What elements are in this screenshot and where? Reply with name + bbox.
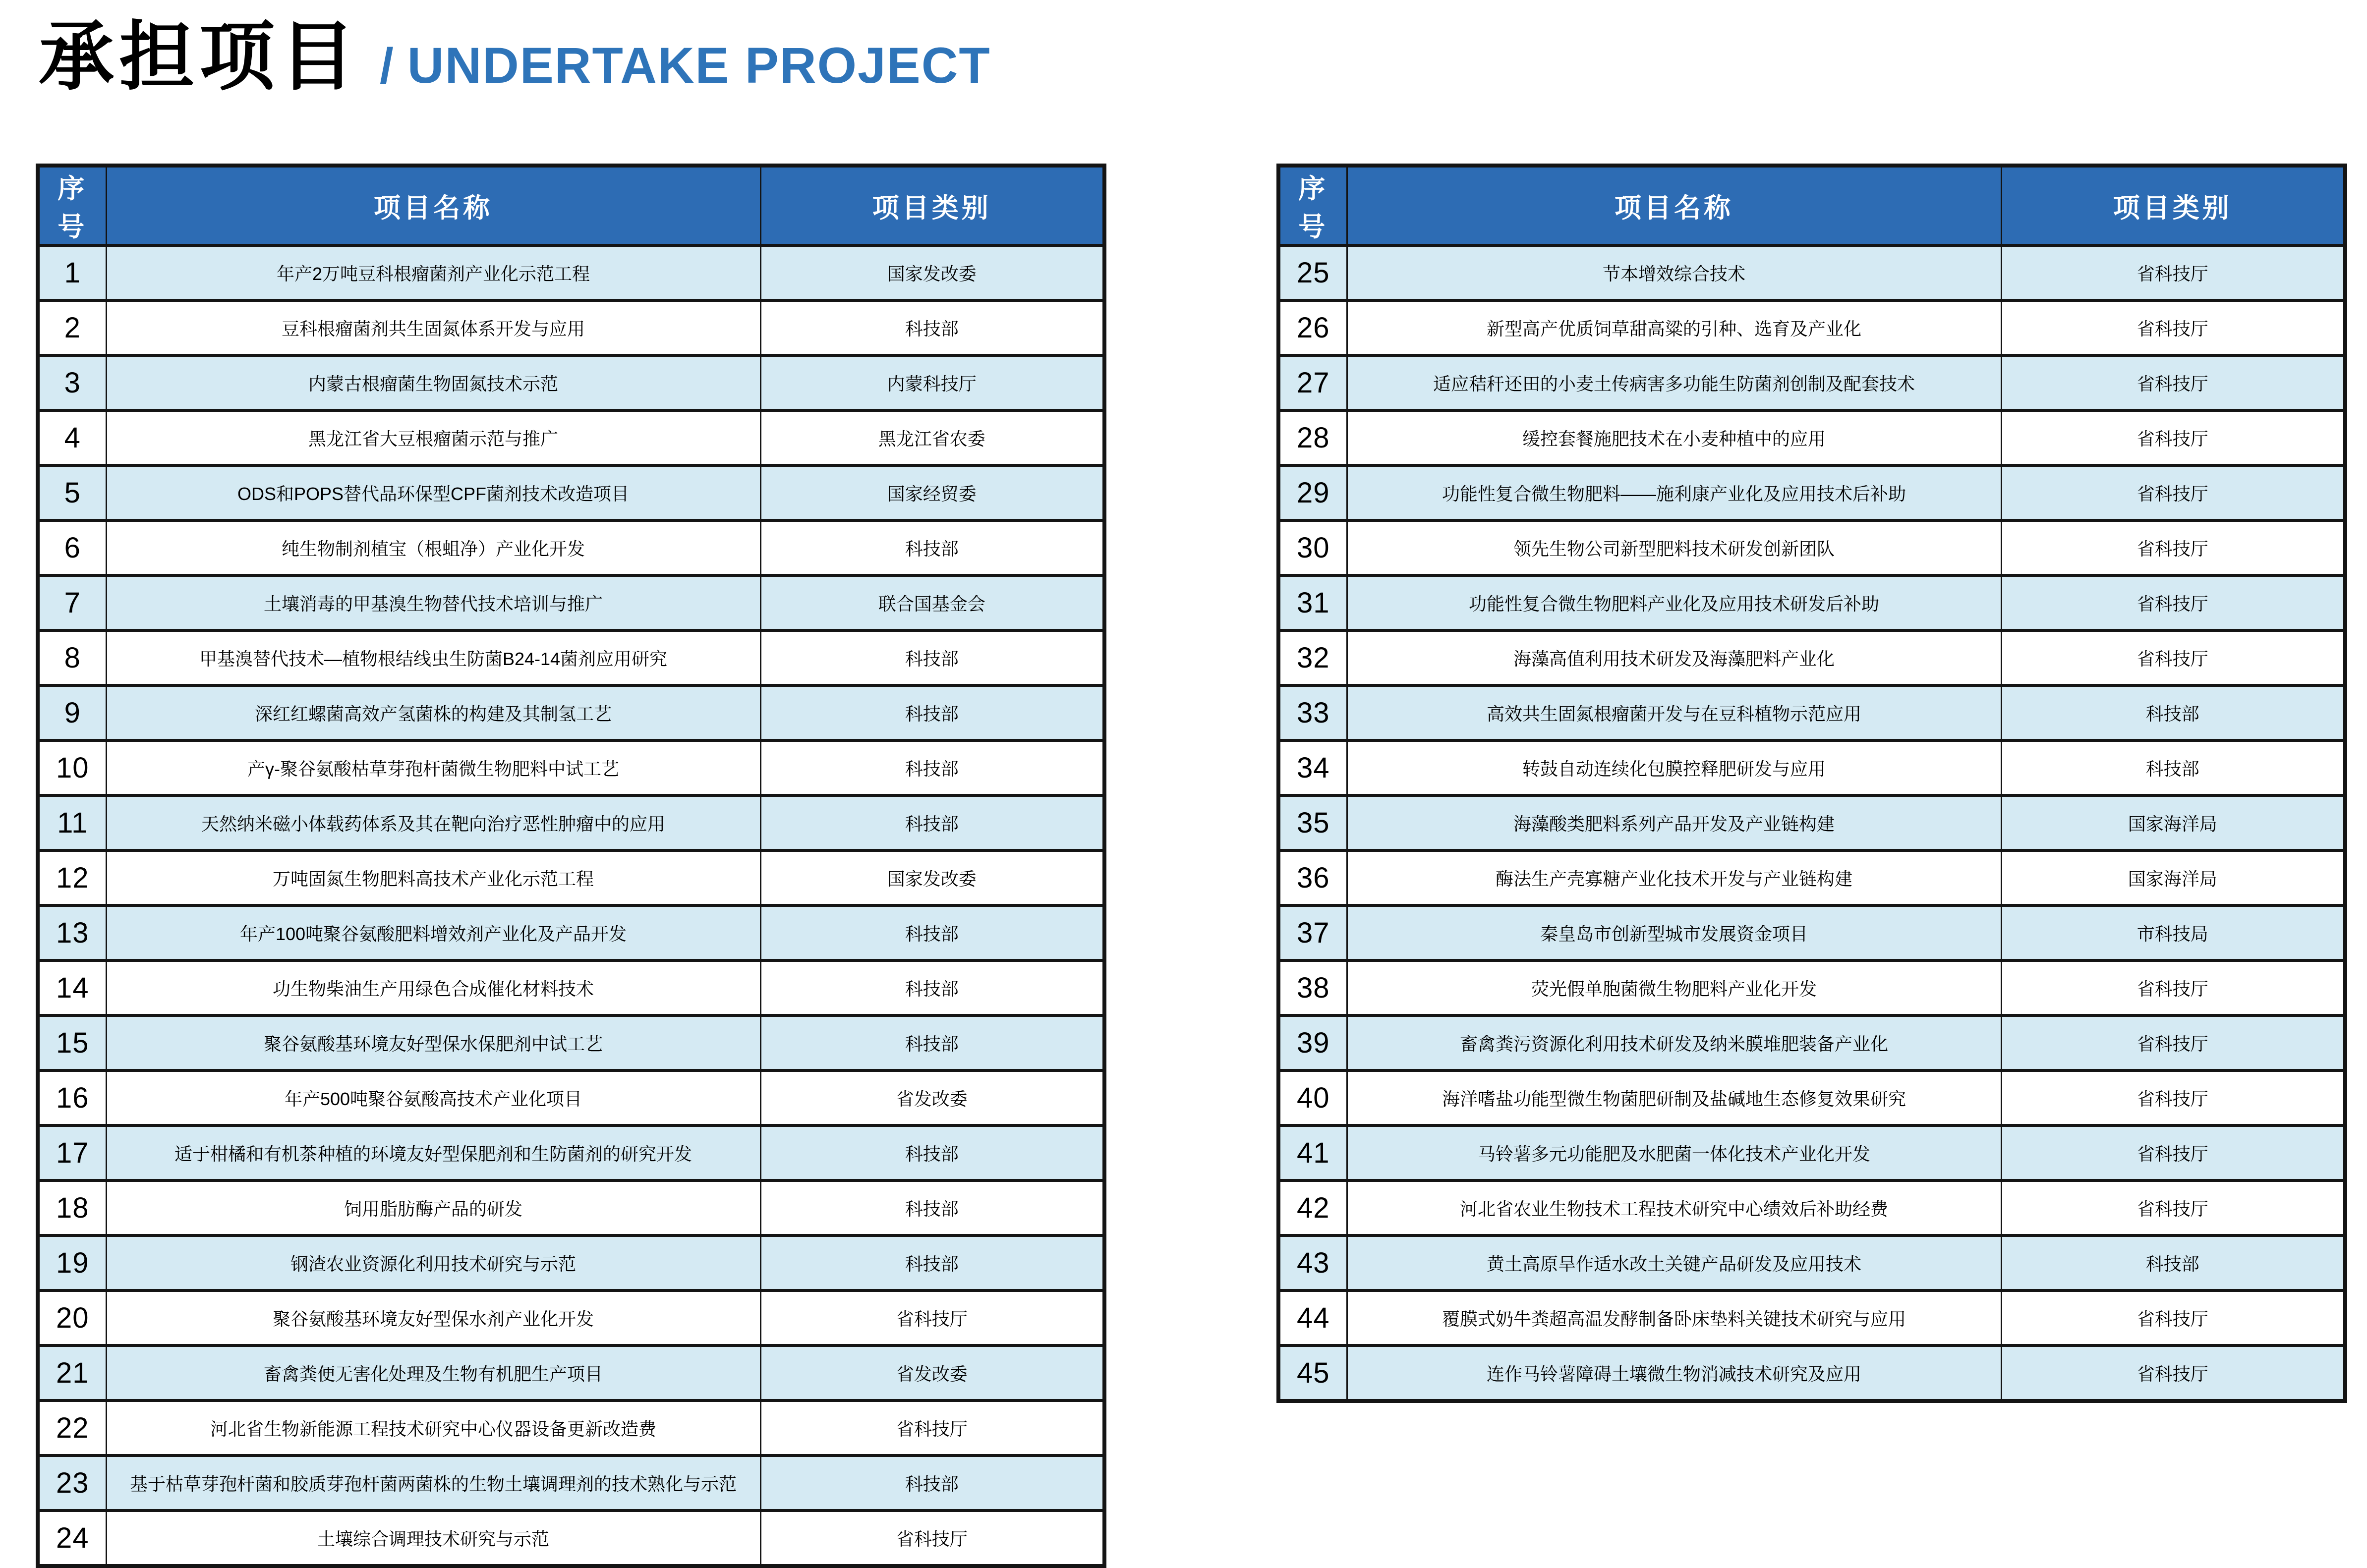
project-category-cell: 省科技厅 [2001, 1070, 2345, 1125]
project-name-cell: 年产500吨聚谷氨酸高技术产业化项目 [106, 1070, 760, 1125]
table-row [1278, 1345, 2345, 1401]
table-row [1278, 1070, 2345, 1125]
project-category-cell: 国家经贸委 [760, 465, 1104, 520]
row-number-cell: 21 [38, 1345, 106, 1400]
project-category-cell: 国家发改委 [760, 245, 1104, 300]
project-name-cell: 荧光假单胞菌微生物肥料产业化开发 [1347, 960, 2001, 1015]
project-name-cell: 海藻酸类肥料系列产品开发及产业链构建 [1347, 795, 2001, 850]
project-name-cell: 河北省生物新能源工程技术研究中心仪器设备更新改造费 [106, 1400, 760, 1456]
row-number-cell: 37 [1278, 905, 1347, 960]
row-number-cell: 28 [1278, 410, 1347, 465]
project-category-cell: 省科技厅 [2001, 465, 2345, 520]
row-number-cell: 43 [1278, 1235, 1347, 1290]
row-number-cell: 40 [1278, 1070, 1347, 1125]
row-number-cell: 19 [38, 1235, 106, 1290]
title-separator: / [380, 38, 394, 94]
project-category-cell: 省科技厅 [2001, 1125, 2345, 1180]
table-row [38, 685, 1104, 740]
project-name-cell: 深红红螺菌高效产氢菌株的构建及其制氢工艺 [106, 685, 760, 740]
row-number-cell: 8 [38, 630, 106, 685]
table-row [1278, 1290, 2345, 1345]
table-row [38, 630, 1104, 685]
project-name-cell: 黑龙江省大豆根瘤菌示范与推广 [106, 410, 760, 465]
project-category-cell: 科技部 [2001, 685, 2345, 740]
project-category-cell: 国家海洋局 [2001, 850, 2345, 905]
row-number-cell: 24 [38, 1511, 106, 1566]
project-name-cell: 天然纳米磁小体载药体系及其在靶向治疗恶性肿瘤中的应用 [106, 795, 760, 850]
row-number-cell: 32 [1278, 630, 1347, 685]
project-name-cell: ODS和POPS替代品环保型CPF菌剂技术改造项目 [106, 465, 760, 520]
row-number-cell: 45 [1278, 1345, 1347, 1401]
page-title [39, 10, 991, 104]
project-category-cell: 省科技厅 [760, 1290, 1104, 1345]
project-category-cell: 省科技厅 [2001, 245, 2345, 300]
row-number-cell: 2 [38, 300, 106, 355]
project-category-cell: 科技部 [760, 1180, 1104, 1235]
table-row [1278, 355, 2345, 410]
project-category-cell: 科技部 [760, 685, 1104, 740]
table-row [38, 905, 1104, 960]
project-category-cell: 科技部 [760, 1456, 1104, 1511]
row-number-cell: 26 [1278, 300, 1347, 355]
table-row [38, 575, 1104, 630]
table-row [1278, 520, 2345, 575]
project-category-cell: 科技部 [760, 740, 1104, 795]
table-row [38, 1070, 1104, 1125]
table-row [38, 850, 1104, 905]
row-number-cell: 14 [38, 960, 106, 1015]
table-row [38, 1180, 1104, 1235]
row-number-cell: 3 [38, 355, 106, 410]
project-name-cell: 适于柑橘和有机茶种植的环境友好型保肥剂和生防菌剂的研究开发 [106, 1125, 760, 1180]
project-name-cell: 海洋嗜盐功能型微生物菌肥研制及盐碱地生态修复效果研究 [1347, 1070, 2001, 1125]
project-category-cell: 科技部 [2001, 740, 2345, 795]
column-header-project-name: 项目名称 [106, 166, 760, 245]
project-name-cell: 钢渣农业资源化利用技术研究与示范 [106, 1235, 760, 1290]
project-name-cell: 甲基溴替代技术—植物根结线虫生防菌B24-14菌剂应用研究 [106, 630, 760, 685]
table-row [1278, 740, 2345, 795]
row-number-cell: 9 [38, 685, 106, 740]
project-name-cell: 功生物柴油生产用绿色合成催化材料技术 [106, 960, 760, 1015]
project-name-cell: 连作马铃薯障碍土壤微生物消减技术研究及应用 [1347, 1345, 2001, 1401]
project-category-cell: 省科技厅 [2001, 300, 2345, 355]
column-header-project-category: 项目类别 [760, 166, 1104, 245]
project-category-cell: 科技部 [760, 300, 1104, 355]
project-name-cell: 畜禽粪污资源化利用技术研发及纳米膜堆肥装备产业化 [1347, 1015, 2001, 1070]
row-number-cell: 44 [1278, 1290, 1347, 1345]
project-table-right [1276, 164, 2347, 1403]
project-name-cell: 秦皇岛市创新型城市发展资金项目 [1347, 905, 2001, 960]
project-name-cell: 新型高产优质饲草甜高粱的引种、选育及产业化 [1347, 300, 2001, 355]
table-row [1278, 685, 2345, 740]
project-table-left [36, 164, 1106, 1568]
table-row [38, 1456, 1104, 1511]
project-name-cell: 河北省农业生物技术工程技术研究中心绩效后补助经费 [1347, 1180, 2001, 1235]
project-category-cell: 省科技厅 [2001, 960, 2345, 1015]
project-name-cell: 马铃薯多元功能肥及水肥菌一体化技术产业化开发 [1347, 1125, 2001, 1180]
row-number-cell: 30 [1278, 520, 1347, 575]
table-row [38, 795, 1104, 850]
row-number-cell: 34 [1278, 740, 1347, 795]
row-number-cell: 36 [1278, 850, 1347, 905]
project-category-cell: 省科技厅 [2001, 520, 2345, 575]
table-row [38, 740, 1104, 795]
table-row [38, 355, 1104, 410]
table-header-row [38, 166, 1104, 245]
row-number-cell: 22 [38, 1400, 106, 1456]
project-category-cell: 科技部 [760, 905, 1104, 960]
table-row [1278, 795, 2345, 850]
table-row [38, 245, 1104, 300]
table-row [1278, 1125, 2345, 1180]
project-category-cell: 省科技厅 [2001, 1345, 2345, 1401]
project-name-cell: 适应秸秆还田的小麦土传病害多功能生防菌剂创制及配套技术 [1347, 355, 2001, 410]
table-row [1278, 465, 2345, 520]
column-header-project-name: 项目名称 [1347, 166, 2001, 245]
project-name-cell: 纯生物制剂植宝（根蛆净）产业化开发 [106, 520, 760, 575]
project-name-cell: 内蒙古根瘤菌生物固氮技术示范 [106, 355, 760, 410]
project-category-cell: 科技部 [760, 1125, 1104, 1180]
project-category-cell: 省发改委 [760, 1070, 1104, 1125]
row-number-cell: 7 [38, 575, 106, 630]
table-row [1278, 410, 2345, 465]
column-header-project-category: 项目类别 [2001, 166, 2345, 245]
row-number-cell: 27 [1278, 355, 1347, 410]
project-category-cell: 省科技厅 [760, 1400, 1104, 1456]
project-category-cell: 市科技局 [2001, 905, 2345, 960]
table-header-row [1278, 166, 2345, 245]
table-row [38, 1235, 1104, 1290]
row-number-cell: 25 [1278, 245, 1347, 300]
table-row [1278, 850, 2345, 905]
page-title-zh: 承担项目 [39, 15, 360, 99]
project-name-cell: 功能性复合微生物肥料产业化及应用技术研发后补助 [1347, 575, 2001, 630]
row-number-cell: 13 [38, 905, 106, 960]
project-category-cell: 省科技厅 [2001, 630, 2345, 685]
table-row [1278, 960, 2345, 1015]
page-title-en: UNDERTAKE PROJECT [407, 37, 991, 94]
project-name-cell: 年产100吨聚谷氨酸肥料增效剂产业化及产品开发 [106, 905, 760, 960]
row-number-cell: 17 [38, 1125, 106, 1180]
project-category-cell: 省发改委 [760, 1345, 1104, 1400]
table-row [38, 1015, 1104, 1070]
project-name-cell: 聚谷氨酸基环境友好型保水剂产业化开发 [106, 1290, 760, 1345]
table-row [1278, 245, 2345, 300]
table-row [1278, 630, 2345, 685]
project-name-cell: 年产2万吨豆科根瘤菌剂产业化示范工程 [106, 245, 760, 300]
table-row [38, 1400, 1104, 1456]
project-category-cell: 科技部 [760, 1235, 1104, 1290]
project-name-cell: 畜禽粪便无害化处理及生物有机肥生产项目 [106, 1345, 760, 1400]
project-name-cell: 酶法生产壳寡糖产业化技术开发与产业链构建 [1347, 850, 2001, 905]
column-header-index: 序号 [1278, 166, 1347, 245]
project-name-cell: 土壤综合调理技术研究与示范 [106, 1511, 760, 1566]
row-number-cell: 12 [38, 850, 106, 905]
table-row [1278, 905, 2345, 960]
project-category-cell: 科技部 [760, 520, 1104, 575]
table-row [38, 410, 1104, 465]
project-name-cell: 产γ-聚谷氨酸枯草芽孢杆菌微生物肥料中试工艺 [106, 740, 760, 795]
project-category-cell: 科技部 [760, 960, 1104, 1015]
row-number-cell: 10 [38, 740, 106, 795]
project-name-cell: 黄土高原旱作适水改土关键产品研发及应用技术 [1347, 1235, 2001, 1290]
project-name-cell: 覆膜式奶牛粪超高温发酵制备卧床垫料关键技术研究与应用 [1347, 1290, 2001, 1345]
table-row [38, 465, 1104, 520]
row-number-cell: 31 [1278, 575, 1347, 630]
project-name-cell: 土壤消毒的甲基溴生物替代技术培训与推广 [106, 575, 760, 630]
project-category-cell: 省科技厅 [2001, 1290, 2345, 1345]
table-row [38, 1290, 1104, 1345]
project-name-cell: 转鼓自动连续化包膜控释肥研发与应用 [1347, 740, 2001, 795]
project-name-cell: 缓控套餐施肥技术在小麦种植中的应用 [1347, 410, 2001, 465]
project-category-cell: 联合国基金会 [760, 575, 1104, 630]
row-number-cell: 16 [38, 1070, 106, 1125]
row-number-cell: 5 [38, 465, 106, 520]
row-number-cell: 18 [38, 1180, 106, 1235]
project-name-cell: 领先生物公司新型肥料技术研发创新团队 [1347, 520, 2001, 575]
project-name-cell: 节本增效综合技术 [1347, 245, 2001, 300]
project-category-cell: 黑龙江省农委 [760, 410, 1104, 465]
table-row [1278, 1015, 2345, 1070]
project-category-cell: 内蒙科技厅 [760, 355, 1104, 410]
project-name-cell: 万吨固氮生物肥料高技术产业化示范工程 [106, 850, 760, 905]
table-row [1278, 1180, 2345, 1235]
row-number-cell: 41 [1278, 1125, 1347, 1180]
table-row [38, 1345, 1104, 1400]
project-category-cell: 科技部 [2001, 1235, 2345, 1290]
project-category-cell: 国家海洋局 [2001, 795, 2345, 850]
table-row [38, 300, 1104, 355]
project-name-cell: 功能性复合微生物肥料——施利康产业化及应用技术后补助 [1347, 465, 2001, 520]
table-row [38, 960, 1104, 1015]
row-number-cell: 20 [38, 1290, 106, 1345]
project-category-cell: 科技部 [760, 630, 1104, 685]
table-row [1278, 300, 2345, 355]
project-name-cell: 高效共生固氮根瘤菌开发与在豆科植物示范应用 [1347, 685, 2001, 740]
project-category-cell: 国家发改委 [760, 850, 1104, 905]
row-number-cell: 42 [1278, 1180, 1347, 1235]
project-category-cell: 省科技厅 [2001, 355, 2345, 410]
project-name-cell: 饲用脂肪酶产品的研发 [106, 1180, 760, 1235]
row-number-cell: 4 [38, 410, 106, 465]
project-category-cell: 省科技厅 [2001, 1180, 2345, 1235]
project-category-cell: 省科技厅 [760, 1511, 1104, 1566]
project-name-cell: 基于枯草芽孢杆菌和胶质芽孢杆菌两菌株的生物土壤调理剂的技术熟化与示范 [106, 1456, 760, 1511]
row-number-cell: 38 [1278, 960, 1347, 1015]
table-row [38, 520, 1104, 575]
project-category-cell: 科技部 [760, 795, 1104, 850]
row-number-cell: 39 [1278, 1015, 1347, 1070]
table-row [1278, 575, 2345, 630]
row-number-cell: 1 [38, 245, 106, 300]
table-row [1278, 1235, 2345, 1290]
row-number-cell: 35 [1278, 795, 1347, 850]
row-number-cell: 15 [38, 1015, 106, 1070]
project-category-cell: 省科技厅 [2001, 1015, 2345, 1070]
row-number-cell: 33 [1278, 685, 1347, 740]
row-number-cell: 11 [38, 795, 106, 850]
project-category-cell: 科技部 [760, 1015, 1104, 1070]
project-name-cell: 聚谷氨酸基环境友好型保水保肥剂中试工艺 [106, 1015, 760, 1070]
row-number-cell: 23 [38, 1456, 106, 1511]
row-number-cell: 29 [1278, 465, 1347, 520]
project-category-cell: 省科技厅 [2001, 410, 2345, 465]
table-row [38, 1511, 1104, 1566]
table-row [38, 1125, 1104, 1180]
column-header-index: 序号 [38, 166, 106, 245]
project-category-cell: 省科技厅 [2001, 575, 2345, 630]
project-name-cell: 海藻高值利用技术研发及海藻肥料产业化 [1347, 630, 2001, 685]
project-name-cell: 豆科根瘤菌剂共生固氮体系开发与应用 [106, 300, 760, 355]
row-number-cell: 6 [38, 520, 106, 575]
